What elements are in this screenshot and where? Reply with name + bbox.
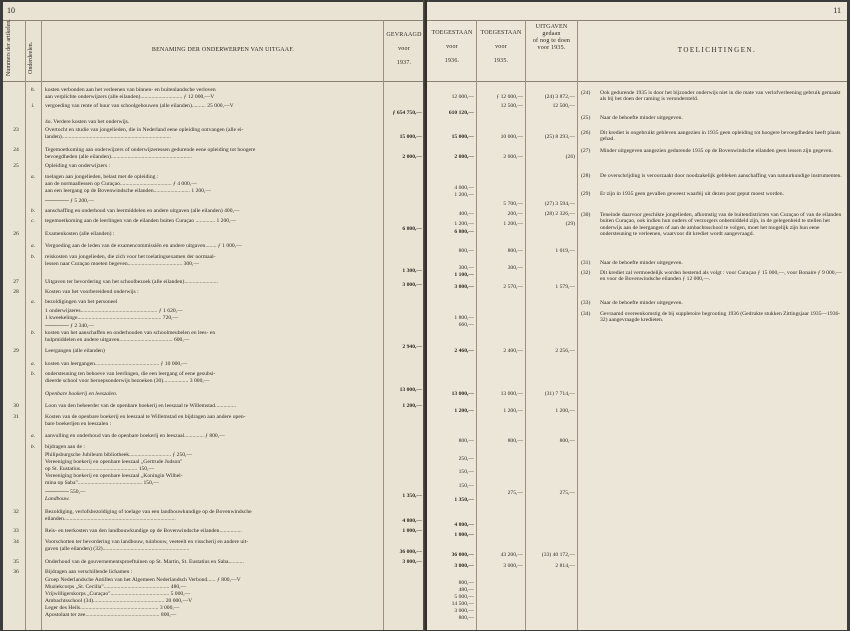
rule (525, 20, 526, 630)
item-description: Bijdragen aan verschillende lichamen : (45, 569, 133, 575)
item-description: Philipsburgsche Jubileum bibliotheek.............................. ƒ 250,— (45, 452, 193, 458)
allowed-1936-amount: 610 120,— (448, 110, 474, 116)
note-number: (25) (581, 115, 591, 121)
subdivision-letter: a. (30, 243, 36, 249)
header-subdivisions: Onderdeelen. (28, 41, 34, 74)
allowed-1936-amount: 1 200,— (454, 408, 474, 414)
item-description: Vrijwilligerskorps „Curaçao".......................................... 5 000,— (45, 591, 191, 597)
allowed-1936-amount: 1 200,— (454, 192, 474, 198)
item-description: tegemoetkoming aan de leerlingen van de eilanden buiten Curaçao .............. 1 200,— (45, 218, 237, 224)
spent-1935-amount: (31) 7 714,— (544, 391, 575, 397)
allowed-1936-amount: 3 000,— (454, 608, 474, 614)
item-description: Onderhoud van de gouvernementsproeftuinen op St. Martin, St. Eustatius en Saba........... (45, 559, 244, 565)
article-number: 30 (13, 403, 19, 409)
allowed-1935-amount: 13 000,— (500, 391, 523, 397)
note-text: Naar de behoefte minder uitgegeven. (600, 260, 683, 266)
item-description: bare boekerijen en leeszalen : (45, 421, 112, 427)
item-description: Kosten van het voorbereidend onderwijs : (45, 289, 139, 295)
allowed-1935-amount: 2 000,— (503, 154, 523, 160)
item-description: mina op Saba".............................................. 150,— (45, 480, 159, 486)
requested-amount: 3 000,— (402, 559, 422, 565)
allowed-1936-amount: 660,— (458, 322, 474, 328)
note-number: (32) (581, 270, 591, 276)
item-description: gaven (alle eilanden) (32).............................................................. (45, 546, 190, 552)
requested-amount: 1 300,— (402, 268, 422, 274)
item-description: 1 kweekelinge............................................................ 720,— (45, 315, 179, 321)
item-description: Ambachtsschool (34)................................................... 20 000,—V (45, 598, 193, 604)
note-text: Gevraamd overeenkomstig de bij suppletoire begrooting 1936 (Gedrukte stukken Zittingsjaar 1935—1936-32) aangevraagde kredieten. (600, 311, 841, 324)
allowed-1935-amount: 10 000,— (500, 134, 523, 140)
item-description: 1 onderwijzeres....................................................... ƒ 1 620,— (45, 308, 183, 314)
header-notes: TOELICHTINGEN. (677, 46, 757, 54)
item-description: kosten van het aanschaffen en onderhouden van schoolmeubelen en lees- en (45, 330, 216, 336)
allowed-1936-amount: 13 000,— (451, 391, 474, 397)
note-number: (28) (581, 173, 591, 179)
subdivision-letter: b. (30, 254, 36, 260)
item-description: Overtocht en studie van jongelieden, die in Nederland eene opleiding ontvangen (alle ei- (45, 127, 244, 133)
allowed-1935-amount: 1 200,— (503, 408, 523, 414)
allowed-1935-amount: 800,— (507, 438, 523, 444)
note-number: (26) (581, 130, 591, 136)
article-number: 31 (13, 414, 19, 420)
subdivision-letter: c. (31, 218, 35, 224)
allowed-1936-amount: 1 100,— (454, 272, 474, 278)
note-text: Teneinde daarvoor geschikte jongelieden, afkomstig van de buitendistricten van Curaçao of van de eilanden buiten Curaçao, ook indien hun ouders of verzorgers onbemiddeld zijn, in de gelegenheid te stellen het onderwijs aan de leergangen of aan de ambachtsschool te volgen, moet het mogelijk zijn hun eene ondersteuning te verleenen, waarvoor dit krediet wordt aangevraagd. (600, 212, 842, 237)
item-description: kosten verbonden aan het verleenen van binnen- en buitenlandsche verloven (45, 87, 216, 93)
note-text: Dit krediet zal vermoedelijk worden bestemd als volgt : voor Curaçao ƒ 15 000,—, voor Bonaire ƒ 9 000,— en voor de Bovenwindsche eilanden ƒ 12 000,—. (600, 270, 842, 283)
item-description: ────── 550,— (45, 489, 86, 495)
item-description: ────── ƒ 5 200,— (45, 198, 94, 204)
spent-1935-amount: (29) (565, 221, 575, 227)
header-allowed-1935-1: TOEGESTAAN (480, 30, 522, 36)
left-page (3, 2, 425, 630)
note-number: (34) (581, 311, 591, 317)
note-number: (27) (581, 148, 591, 154)
allowed-1936-amount: 480,— (458, 587, 474, 593)
article-number: 36 (13, 569, 19, 575)
article-number: 28 (13, 289, 19, 295)
header-requested-1: GEVRAAGD (386, 32, 422, 38)
requested-amount: 36 000,— (399, 549, 422, 555)
article-number: 25 (13, 163, 19, 169)
note-number: (30) (581, 212, 591, 218)
allowed-1936-amount: 2 000,— (454, 154, 474, 160)
item-description: op St. Eustatius......................................... 150,— (45, 466, 155, 472)
header-description: BENAMING DER ONDERWERPEN VAN UITGAAF. (151, 47, 295, 53)
item-description: Loon van den beheerder van de openbare boekerij en leeszaal te Willemstad............... (45, 403, 237, 409)
requested-amount: 4 800,— (402, 518, 422, 524)
allowed-1935-amount: 2 400,— (503, 348, 523, 354)
allowed-1936-amount: 150,— (458, 483, 474, 489)
allowed-1935-amount: 12 500,— (500, 103, 523, 109)
allowed-1936-amount: 3 000,— (454, 284, 474, 290)
item-description: dieerde school voor beroepsonderwijs bezoeken (30).................. 3 000,— (45, 378, 210, 384)
note-number: (31) (581, 260, 591, 266)
article-number: 33 (13, 528, 19, 534)
allowed-1936-amount: 1 200,— (454, 221, 474, 227)
item-description: aan een leergang op de Bovenwindsche eilanden.......................... 1 200,— (45, 188, 211, 194)
allowed-1936-amount: 400,— (458, 211, 474, 217)
subdivision-letter: a. (30, 361, 36, 367)
allowed-1936-amount: 2 460,— (454, 348, 474, 354)
requested-amount: 2 000,— (402, 154, 422, 160)
requested-amount: 3 000,— (402, 282, 422, 288)
allowed-1936-amount: 4 000,— (454, 185, 474, 191)
allowed-1936-amount: 250,— (458, 456, 474, 462)
item-description: Vereeniging boekerij en openbare leeszaal „Gertrude Judson" (45, 459, 183, 465)
allowed-1936-amount: 800,— (458, 248, 474, 254)
item-description: 4o. Verdere kosten van het onderwijs. (45, 119, 130, 125)
spent-1935-amount: (25) 8 293,— (544, 134, 575, 140)
item-description: bezoldigingen van het personeel (45, 299, 118, 305)
item-description: ────── ƒ 2 340,— (45, 323, 94, 329)
header-allowed-1935-2: voor (495, 44, 507, 50)
allowed-1936-amount: 800,— (458, 580, 474, 586)
note-text: Naar de behoefte minder uitgegeven. (600, 115, 683, 121)
spent-1935-amount: (26) (565, 154, 575, 160)
header-requested-2: voor (398, 46, 410, 52)
allowed-1936-amount: 6 800,— (454, 229, 474, 235)
item-description: aan verplichte onderwijzers (alle eilanden).............................. ƒ 12 000,—V (45, 94, 215, 100)
note-text: Minder uitgegeven aangezien gedurende 1935 op de Bovenwindsche eilanden geen lessen zijn gegeven. (600, 148, 833, 154)
item-description: Landbouw. (45, 496, 70, 502)
allowed-1936-amount: 3 000,— (454, 563, 474, 569)
right-page-number: 11 (833, 6, 841, 15)
article-number: 24 (13, 147, 19, 153)
allowed-1935-amount: 275,— (507, 490, 523, 496)
header-spent-3: of nog te doen (532, 38, 571, 44)
allowed-1936-amount: 800,— (458, 438, 474, 444)
spent-1935-amount: 2 256,— (555, 348, 575, 354)
item-description: Apostolaat ter zee..................................................... 800,— (45, 612, 177, 618)
header-spent (527, 24, 576, 52)
item-description: lessen naar Curaçao moeten begeven....................................... 300,— (45, 261, 199, 267)
allowed-1935-amount: 200,— (507, 211, 523, 217)
item-description: Groep Nederlandsche Antillen van het Algemeen Nederlandsch Verbond...... ƒ 800,—V (45, 577, 241, 583)
header-allowed-1935 (478, 30, 524, 65)
item-description: vergoeding van rente of huur van schoolgebouwen (alle eilanden).......... 25 000,—V (45, 103, 234, 109)
spent-1935-amount: 275,— (559, 490, 575, 496)
article-number: 26 (13, 231, 19, 237)
allowed-1936-amount: 12 000,— (451, 94, 474, 100)
item-description: aanvulling en onderhoud van de openbare boekerij en leeszaal.............. ƒ 800,— (45, 433, 225, 439)
left-page-number: 10 (7, 6, 15, 15)
item-description: reiskosten van jongelieden, die zich voor het toelatingsexamen der normaal- (45, 254, 216, 260)
article-number: 29 (13, 348, 19, 354)
note-text: De overschrijding is veroorzaakt door noodzakelijk gebleken aanschaffing van natuurkundige instrumenten. (600, 173, 842, 179)
allowed-1936-amount: 800,— (458, 615, 474, 621)
spent-1935-amount: 1 579,— (555, 284, 575, 290)
right-page (427, 2, 847, 630)
requested-amount: ƒ 654 750,— (392, 110, 422, 116)
item-description: landen).............................................................................. (45, 134, 171, 140)
header-articles: Nummers der artikelen. (6, 19, 12, 76)
article-number: 34 (13, 539, 19, 545)
header-requested-3: 1937. (396, 60, 412, 66)
note-text: Dit krediet is ongebruikt gebleven aangezien in 1935 geen opleiding tot hoogere bevoegdheden heeft plaats gehad. (600, 130, 841, 143)
item-description: Reis- en teerkosten van den landbouwkundige op de Bovenwindsche eilanden................ (45, 528, 242, 534)
allowed-1935-amount: 800,— (507, 248, 523, 254)
item-description: Kosten van de openbare boekerij en leeszaal te Willemstad en bijdragen aan andere open- (45, 414, 246, 420)
allowed-1935-amount: 3 000,— (503, 563, 523, 569)
allowed-1936-amount: 14 500,— (451, 601, 474, 607)
note-number: (29) (581, 191, 591, 197)
spent-1935-amount: (33) 40 172,— (541, 552, 575, 558)
rule (25, 20, 26, 630)
subdivision-letter: b. (30, 444, 36, 450)
item-description: toelagen aan jongelieden, belast met de opleiding : (45, 174, 159, 180)
article-number: 27 (13, 279, 19, 285)
spent-1935-amount: 1 200,— (555, 408, 575, 414)
allowed-1936-amount: 5 000,— (454, 594, 474, 600)
item-description: aanschaffing en onderhoud van leermiddelen en andere uitgaven (alle eilanden) 400,— (45, 208, 240, 214)
allowed-1936-amount: 1 000,— (454, 532, 474, 538)
item-description: Leger des Heils........................................................ 3 000,— (45, 605, 180, 611)
rule (577, 20, 578, 630)
allowed-1935-amount: 1 200,— (503, 221, 523, 227)
subdivision-letter: a. (30, 299, 36, 305)
requested-amount: 2 940,— (402, 344, 422, 350)
header-spent-1: UITGAVEN (535, 24, 568, 30)
spent-1935-amount: 1 019,— (555, 248, 575, 254)
requested-amount: 13 000,— (399, 387, 422, 393)
rule (41, 20, 42, 630)
header-requested (384, 32, 424, 67)
item-description: Voorschotten ter bevordering van landbouw, tuinbouw, veeteelt en visscherij en andere uit- (45, 539, 249, 545)
allowed-1936-amount: 300,— (458, 265, 474, 271)
spent-1935-amount: 12 500,— (552, 103, 575, 109)
allowed-1935-amount: 2 570,— (503, 284, 523, 290)
allowed-1935-amount: 5 700,— (503, 201, 523, 207)
item-description: Vergoeding aan de leden van de examencommissiën en andere uitgaven........ ƒ 1 000,— (45, 243, 242, 249)
item-description: Uitgaven ter bevordering van het schoolbezoek (alle eilanden)........................ (45, 279, 218, 285)
item-description: Tegemoetkoming aan onderwijzers of onderwijzeressen gedurende eene opleiding tot hoogere (45, 147, 256, 153)
subdivision-letter: b. (30, 208, 36, 214)
rule (476, 20, 477, 630)
subdivision-letter: a. (30, 433, 36, 439)
article-number: 35 (13, 559, 19, 565)
header-allowed-1936-1: TOEGESTAAN (431, 30, 473, 36)
note-text: Er zijn in 1935 geen gevallen geweest waarbij uit dezen post geput moest worden. (600, 191, 784, 197)
allowed-1936-amount: 4 800,— (454, 522, 474, 528)
subdivision-letter: b. (30, 371, 36, 377)
spent-1935-amount: 800,— (559, 438, 575, 444)
item-description: bevoegdheden (alle eilanden).......................................................... (45, 154, 192, 160)
article-number: 32 (13, 509, 19, 515)
allowed-1935-amount: 300,— (507, 265, 523, 271)
header-spent-4: voor 1935. (537, 45, 566, 51)
requested-amount: 6 800,— (402, 226, 422, 232)
subdivision-letter: a. (30, 174, 36, 180)
spent-1935-amount: (27) 3 594,— (544, 201, 575, 207)
item-description: eilanden................................................................................ (45, 516, 176, 522)
subdivision-letter: h. (30, 87, 36, 93)
header-spent-2: gedaan (542, 31, 561, 37)
header-allowed-1936-2: voor (446, 44, 458, 50)
header-allowed-1936 (429, 30, 475, 65)
header-allowed-1935-3: 1935. (493, 58, 509, 64)
note-number: (24) (581, 90, 591, 96)
allowed-1936-amount: 1 800,— (454, 315, 474, 321)
item-description: Muziekcorps „St. Cecilia"............................................... 480,— (45, 584, 187, 590)
item-description: aan de normaallessen op Curaçao..................................... ƒ 4 000,— (45, 181, 197, 187)
spent-1935-amount: (28) 2 326,— (544, 211, 575, 217)
item-description: Examenkosten (alle eilanden) : (45, 231, 115, 237)
requested-amount: 1 000,— (402, 528, 422, 534)
item-description: kosten van leergangen.............................................. ƒ 10 000,— (45, 361, 188, 367)
requested-amount: 15 000,— (399, 134, 422, 140)
item-description: ondersteuning ten behoeve van leerlingen, die een leergang of eene gesubsi- (45, 371, 216, 377)
header-allowed-1936-3: 1936. (444, 58, 460, 64)
spent-1935-amount: 2 814,— (555, 563, 575, 569)
allowed-1936-amount: 15 000,— (451, 134, 474, 140)
spent-1935-amount: (24) 3 872,— (544, 94, 575, 100)
item-description: Bezoldiging, verlofsbezoldiging of toelage van een landbouwkundige op de Bovenwindsche (45, 509, 252, 515)
allowed-1936-amount: 150,— (458, 469, 474, 475)
requested-amount: 1 200,— (402, 403, 422, 409)
subdivision-letter: b. (30, 330, 36, 336)
item-description: Opleiding van onderwijzers : (45, 163, 111, 169)
subdivision-letter: i. (31, 103, 35, 109)
note-text: Naar de behoefte minder uitgegeven. (600, 300, 683, 306)
item-description: Openbare bookerij en leeszalen. (45, 391, 118, 397)
allowed-1935-amount: ƒ 12 000,— (496, 94, 523, 100)
item-description: hulpmiddelen en andere uitgaven...................................... 600,— (45, 337, 190, 343)
note-number: (33) (581, 300, 591, 306)
article-number: 23 (13, 127, 19, 133)
item-description: Leergangen (alle eilanden) (45, 348, 105, 354)
note-text: Ook gedurende 1935 is door het bijzonder onderwijs niet in die mate van verlofverleening gebruik gemaakt als bij het doen der raming is verondersteld. (600, 90, 841, 103)
item-description: bijdragen aan de : (45, 444, 85, 450)
allowed-1935-amount: 43 200,— (500, 552, 523, 558)
allowed-1936-amount: 36 000,— (451, 552, 474, 558)
requested-amount: 1 350,— (402, 493, 422, 499)
allowed-1936-amount: 1 350,— (454, 497, 474, 503)
item-description: Vereeniging boekerij en openbare leeszaal „Koningin Wilhel- (45, 473, 183, 479)
